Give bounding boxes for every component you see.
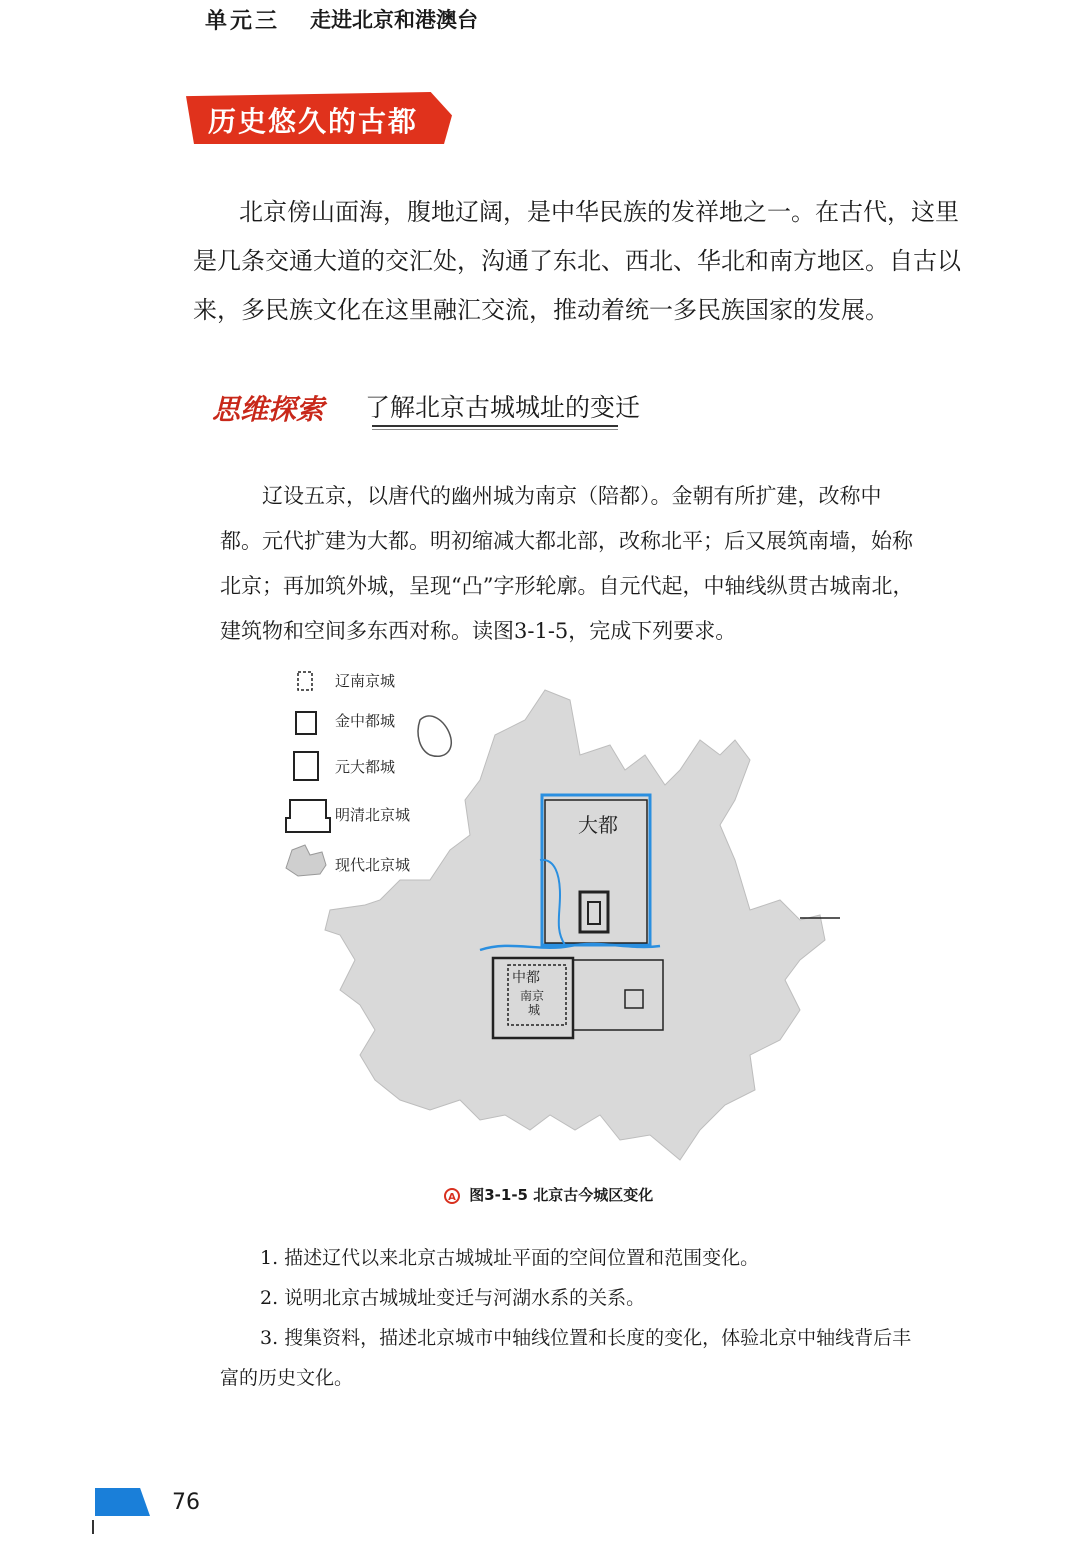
dadu-label: 大都 [578,813,618,837]
legend-label-modern: 现代北京城 [335,856,411,874]
explore-underline-thin [372,429,618,430]
intro-paragraph: 北京傍山面海，腹地辽阔，是中华民族的发祥地之一。在古代，这里是几条交通大道的交汇处，沟通了东北、西北、华北和南方地区。自古以来，多民族文化在这里融汇交流，推动着统一多民族国家的发展。 [193,198,961,324]
section-title: 历史悠久的古都 [208,105,419,138]
header-unit: 单元三 [205,9,281,34]
legend-jin-icon [296,712,316,734]
modern-city-area [325,690,825,1160]
explore-underline [372,425,618,427]
task-item-3: 3. 搜集资料，描述北京城市中轴线位置和长度的变化，体验北京中轴线背后丰富的历史文化。 [220,1327,912,1389]
legend-label-mingqing: 明清北京城 [335,806,411,824]
legend-modern-icon [286,845,326,876]
legend-yuan-icon [294,752,318,780]
figure-badge-icon: A [444,1188,460,1204]
task-item-2: 2. 说明北京古城城址变迁与河湖水系的关系。 [260,1287,646,1309]
nanjing-label: 南京 [520,989,545,1003]
explore-title: 了解北京古城城址的变迁 [365,393,641,422]
legend-mingqing-icon [286,800,330,832]
explore-label: 思维探索 [212,393,325,426]
footer-tick [92,1520,94,1534]
task-list [220,1238,920,1398]
legend-label-liao: 辽南京城 [335,672,396,690]
task-item-1: 1. 描述辽代以来北京古城城址平面的空间位置和范围变化。 [260,1247,760,1269]
nanjing-sublabel: 城 [528,1003,541,1017]
legend-label-jin: 金中都城 [335,712,396,730]
footer-color-tab [95,1488,150,1516]
beijing-city-map [280,660,850,1180]
zhongdu-label: 中都 [512,970,540,986]
north-lake [418,716,451,756]
legend-liao-icon [298,672,312,690]
figure-caption [444,1184,653,1205]
explore-paragraph: 辽设五京，以唐代的幽州城为南京（陪都）。金朝有所扩建，改称中都。元代扩建为大都。明初缩减大都北部，改称北平；后又展筑南墙，始称北京；再加筑外城，呈现“凸”字形轮廓。自元代起，中轴线纵贯古城南北，建筑物和空间多东西对称。读图3-1-5，完成下列要求。 [220,484,914,643]
figure-caption-text: 图3-1-5 北京古今城区变化 [469,1186,654,1204]
page-number: 76 [172,1490,200,1515]
legend-label-yuan: 元大都城 [335,758,396,776]
header-title: 走进北京和港澳台 [310,8,478,32]
